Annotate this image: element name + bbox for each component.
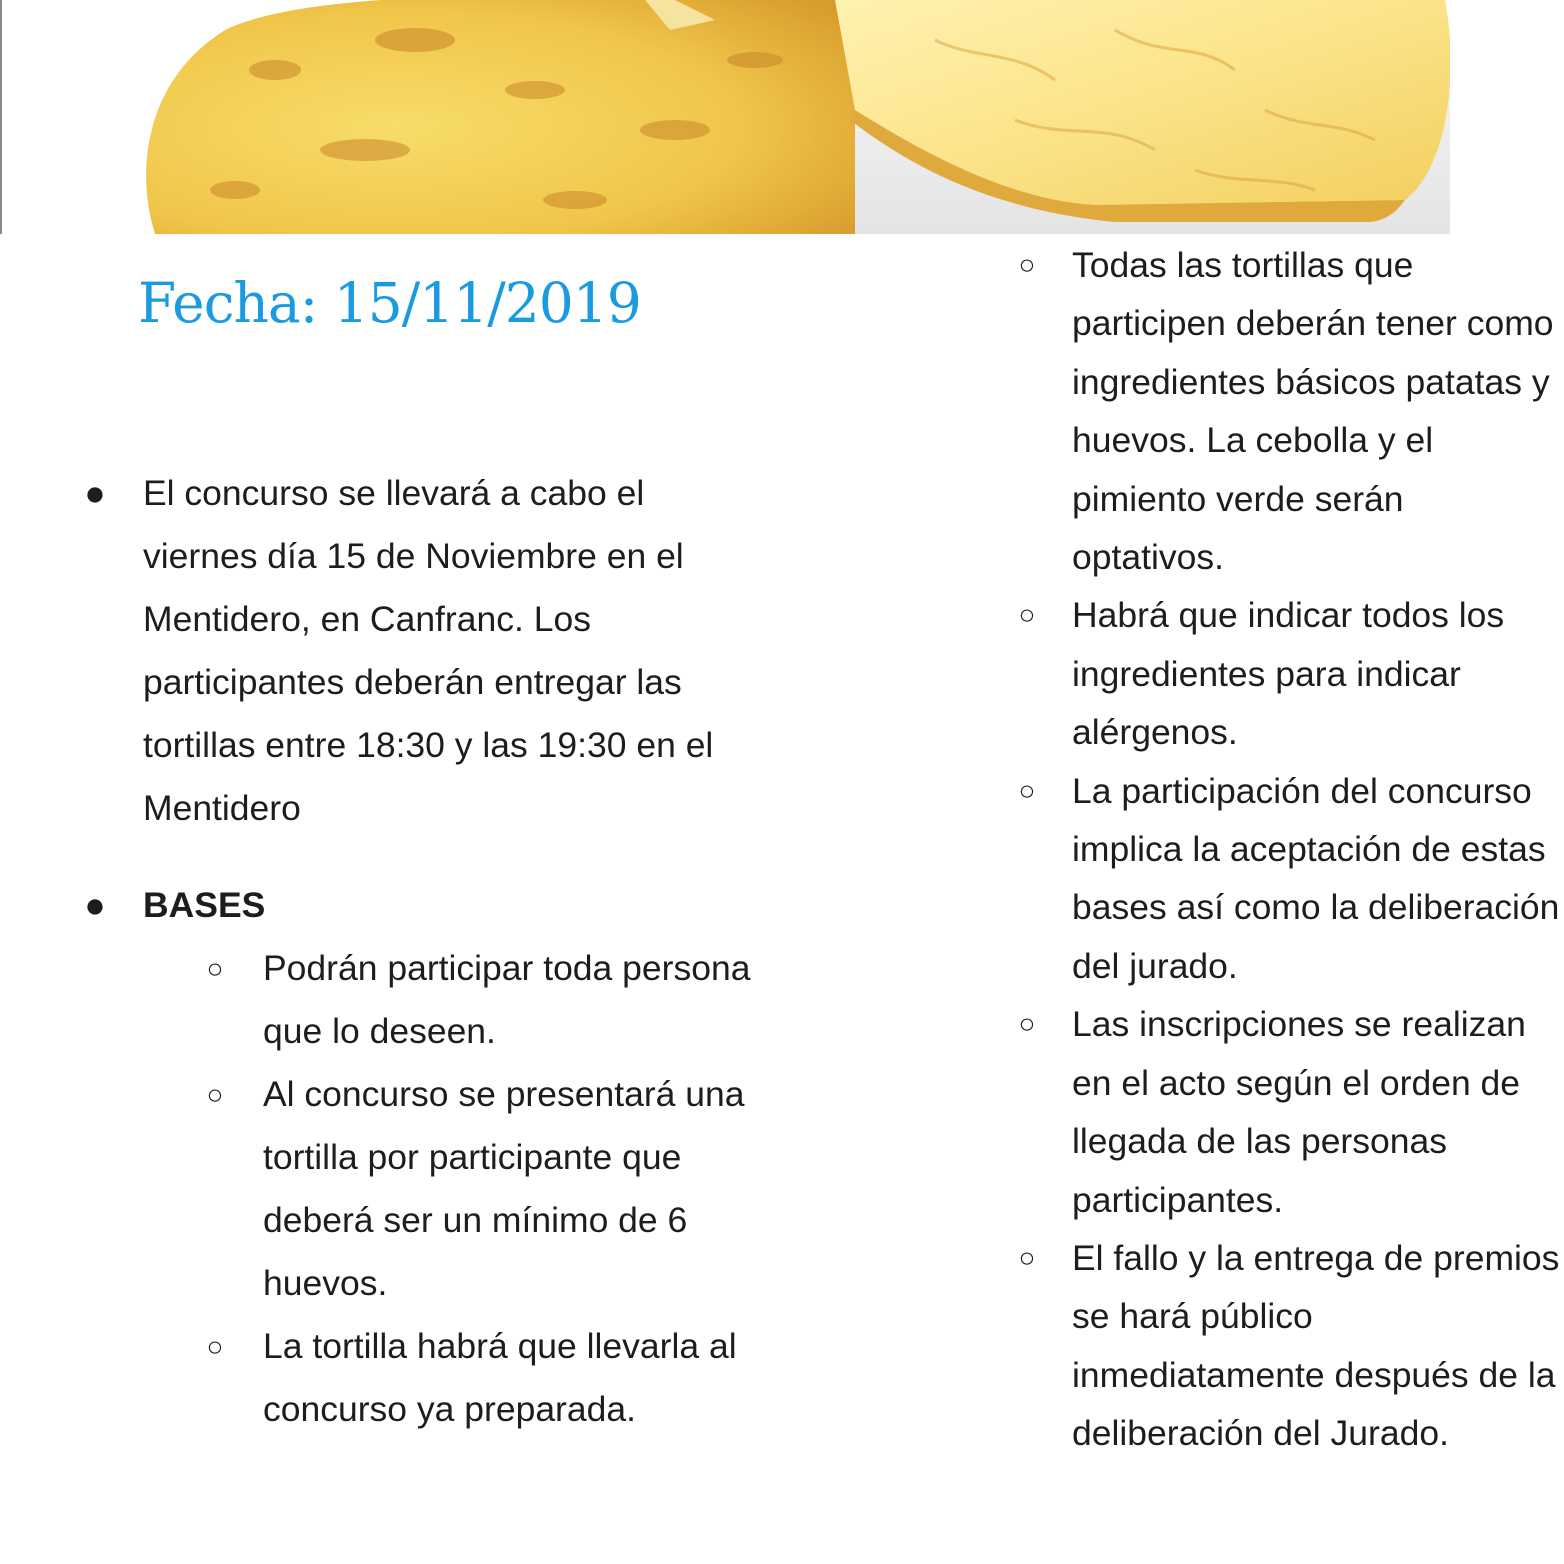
- tortilla-photo: [115, 0, 1450, 234]
- circle-bullet-icon: ○: [206, 1079, 224, 1110]
- list-item-text: Podrán participar toda persona que lo deseen.: [263, 948, 751, 1051]
- bases-title: BASES: [143, 885, 266, 925]
- intro-item: [80, 462, 760, 840]
- bullet-icon: ●: [84, 885, 106, 925]
- left-border-line: [0, 0, 2, 234]
- list-item: [1012, 995, 1564, 1229]
- list-item-text: Las inscripciones se realizan en el acto según el orden de llegada de las personas participantes.: [1072, 1004, 1526, 1220]
- list-item-text: Al concurso se presentará una tortilla por participante que deberá ser un mínimo de 6 huevos.: [263, 1074, 745, 1303]
- circle-bullet-icon: ○: [206, 953, 224, 984]
- circle-bullet-icon: ○: [1018, 774, 1036, 806]
- list-item: [200, 937, 760, 1063]
- bases-sublist: [200, 937, 760, 1441]
- list-item: [1012, 762, 1564, 996]
- bullet-icon: ●: [84, 473, 106, 513]
- list-item-text: Todas las tortillas que participen deberán tener como ingredientes básicos patatas y huevos. La cebolla y el pimiento verde serán optativos.: [1072, 245, 1554, 578]
- date-label: Fecha: 15/11/2019: [138, 271, 641, 335]
- list-item: [200, 1315, 760, 1441]
- list-item-text: La tortilla habrá que llevarla al concurso ya preparada.: [263, 1326, 737, 1429]
- bases-item: [80, 874, 760, 937]
- date-heading: [138, 268, 641, 338]
- circle-bullet-icon: ○: [1018, 1008, 1036, 1040]
- list-item: [200, 1063, 760, 1315]
- list-item: [1012, 1229, 1564, 1463]
- list-item: [1012, 236, 1564, 586]
- main-list: [80, 462, 760, 937]
- list-item: [1012, 586, 1564, 761]
- intro-text: El concurso se llevará a cabo el viernes día 15 de Noviembre en el Mentidero, en Canfranc. Los participantes deberán entregar las tortillas entre 18:30 y las 19:30 en el Mentidero: [143, 473, 714, 828]
- left-column: [80, 462, 760, 1441]
- list-item-text: El fallo y la entrega de premios se hará público inmediatamente después de la deliberación del Jurado.: [1072, 1237, 1560, 1454]
- circle-bullet-icon: ○: [1018, 599, 1036, 631]
- circle-bullet-icon: ○: [206, 1331, 224, 1362]
- circle-bullet-icon: ○: [1018, 1241, 1036, 1273]
- list-item-text: Habrá que indicar todos los ingredientes para indicar alérgenos.: [1072, 595, 1505, 753]
- circle-bullet-icon: ○: [1018, 249, 1036, 280]
- bases-sublist-continued: [1012, 236, 1564, 1463]
- tortilla-illustration: [115, 0, 1450, 234]
- list-item-text: La participación del concurso implica la aceptación de estas bases así como la deliberación del jurado.: [1072, 770, 1560, 986]
- right-column: [1012, 236, 1564, 1463]
